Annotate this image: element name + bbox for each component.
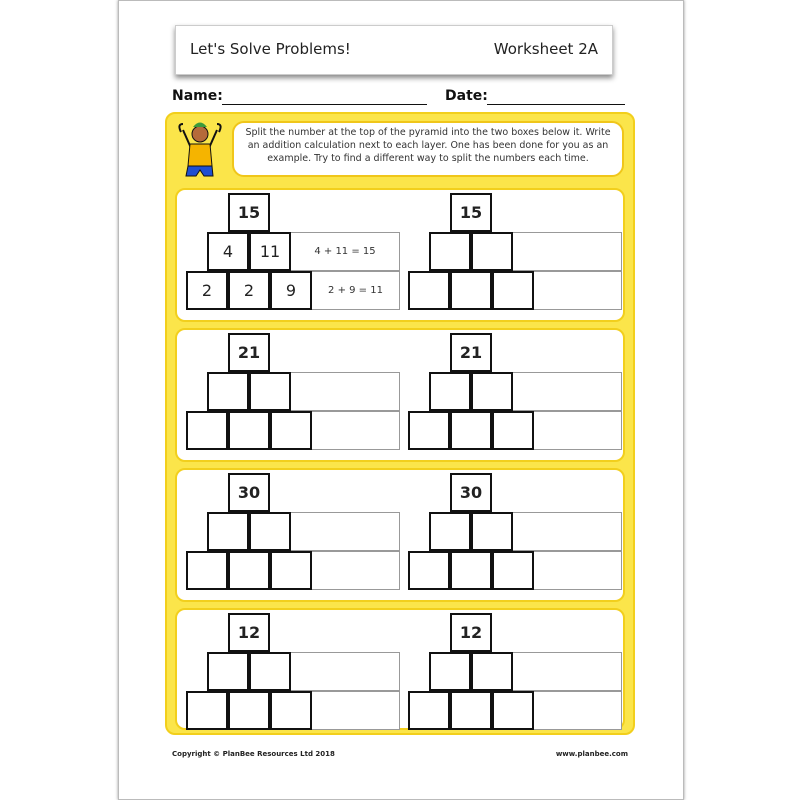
calculation-field-middle[interactable] [512, 232, 622, 271]
pyramid-middle-box[interactable] [471, 372, 513, 411]
pyramid-middle-box[interactable] [207, 652, 249, 691]
pyramid-bottom-box[interactable] [492, 271, 534, 310]
pyramid-bottom-box[interactable] [408, 411, 450, 450]
pyramid-bottom-box[interactable] [186, 691, 228, 730]
pyramid-bottom-box[interactable] [450, 271, 492, 310]
calculation-field-middle[interactable] [512, 512, 622, 551]
website-link: www.planbee.com [555, 750, 628, 758]
worksheet-title: Let's Solve Problems! [190, 40, 351, 58]
pyramid-bottom-box[interactable]: 2 [186, 271, 228, 310]
pyramid-middle-box[interactable] [471, 652, 513, 691]
pyramid-bottom-box[interactable]: 9 [270, 271, 312, 310]
pyramid-top-box: 30 [228, 473, 270, 512]
pyramid-middle-box[interactable] [471, 512, 513, 551]
copyright-text: Copyright © PlanBee Resources Ltd 2018 [172, 750, 335, 758]
calculation-field-bottom[interactable] [311, 551, 400, 590]
worksheet-number: Worksheet 2A [493, 40, 598, 58]
pyramid-bottom-box[interactable] [228, 411, 270, 450]
calculation-field-middle[interactable] [290, 652, 400, 691]
pyramid-top-box: 15 [450, 193, 492, 232]
pyramid-top-box: 12 [228, 613, 270, 652]
pyramid-middle-box[interactable] [207, 372, 249, 411]
calculation-field-middle[interactable] [290, 372, 400, 411]
pyramid-middle-box[interactable] [249, 372, 291, 411]
pyramid-bottom-box[interactable] [270, 691, 312, 730]
pyramid-bottom-box[interactable] [186, 551, 228, 590]
pyramid-bottom-box[interactable] [228, 691, 270, 730]
pyramid-bottom-box[interactable]: 2 [228, 271, 270, 310]
pyramid-bottom-box[interactable] [450, 691, 492, 730]
worksheet-header [175, 25, 613, 75]
pyramid-middle-box[interactable] [249, 652, 291, 691]
pyramid-bottom-box[interactable] [450, 411, 492, 450]
calculation-field-middle[interactable]: 4 + 11 = 15 [290, 232, 400, 271]
calculation-field-middle[interactable] [290, 512, 400, 551]
pyramid-middle-box[interactable] [429, 652, 471, 691]
pyramid-bottom-box[interactable] [450, 551, 492, 590]
pyramid-top-box: 12 [450, 613, 492, 652]
pyramid-bottom-box[interactable] [408, 551, 450, 590]
pyramid-top-box: 15 [228, 193, 270, 232]
calculation-field-bottom[interactable] [533, 551, 622, 590]
pyramid-middle-box[interactable] [429, 512, 471, 551]
pyramid-middle-box[interactable]: 11 [249, 232, 291, 271]
calculation-field-bottom[interactable] [533, 691, 622, 730]
pyramid-top-box: 30 [450, 473, 492, 512]
pyramid-bottom-box[interactable] [408, 691, 450, 730]
pyramid-middle-box[interactable] [207, 512, 249, 551]
pyramid-bottom-box[interactable] [492, 411, 534, 450]
pyramid-middle-box[interactable] [471, 232, 513, 271]
instructions-bubble: Split the number at the top of the pyramid into the two boxes below it. Write an addition calculation next to each layer. One has been done for you as an example. Try to find a different way to split the numbers each time. [232, 121, 624, 177]
pyramid-bottom-box[interactable] [228, 551, 270, 590]
calculation-field-bottom[interactable] [311, 411, 400, 450]
pyramid-bottom-box[interactable] [270, 551, 312, 590]
pyramid-bottom-box[interactable] [492, 691, 534, 730]
calculation-field-bottom[interactable] [533, 411, 622, 450]
name-field[interactable] [222, 104, 427, 105]
pyramid-top-box: 21 [228, 333, 270, 372]
pyramid-bottom-box[interactable] [270, 411, 312, 450]
calculation-field-bottom[interactable]: 2 + 9 = 11 [311, 271, 400, 310]
calculation-field-bottom[interactable] [533, 271, 622, 310]
calculation-field-bottom[interactable] [311, 691, 400, 730]
pyramid-bottom-box[interactable] [492, 551, 534, 590]
pyramid-bottom-box[interactable] [408, 271, 450, 310]
pyramid-middle-box[interactable] [429, 372, 471, 411]
date-field[interactable] [487, 104, 625, 105]
calculation-field-middle[interactable] [512, 372, 622, 411]
cartoon-kid-icon [175, 118, 225, 184]
name-label: Name: [172, 88, 223, 104]
pyramid-top-box: 21 [450, 333, 492, 372]
pyramid-middle-box[interactable] [249, 512, 291, 551]
pyramid-bottom-box[interactable] [186, 411, 228, 450]
pyramid-middle-box[interactable] [429, 232, 471, 271]
date-label: Date: [445, 88, 488, 104]
pyramid-middle-box[interactable]: 4 [207, 232, 249, 271]
calculation-field-middle[interactable] [512, 652, 622, 691]
